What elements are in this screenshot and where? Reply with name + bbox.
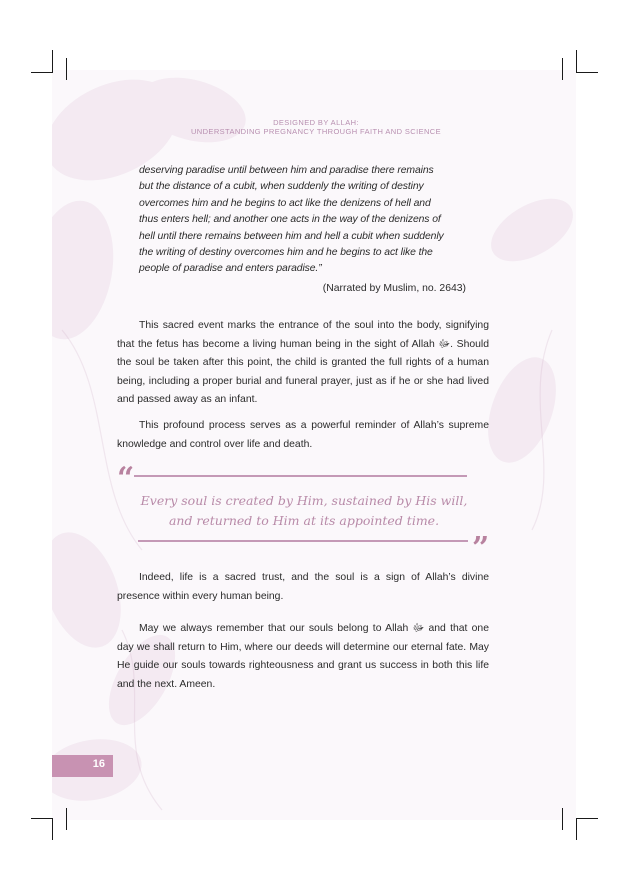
crop-mark bbox=[562, 808, 563, 830]
hadith-line: overcomes him and he begins to act like the denizens of hell and bbox=[139, 197, 431, 209]
pull-quote-top-rule bbox=[134, 475, 467, 477]
hadith-line: thus enters hell; and another one acts in the way of the denizens of bbox=[139, 214, 441, 226]
pull-quote-bottom-rule bbox=[138, 540, 468, 542]
floral-petal bbox=[481, 186, 576, 274]
pull-quote bbox=[138, 491, 470, 531]
header-line-2: UNDERSTANDING PREGNANCY THROUGH FAITH AND SCIENCE bbox=[190, 127, 442, 136]
page-number-tab bbox=[52, 755, 113, 777]
open-quote-icon: “ bbox=[117, 461, 135, 496]
body-paragraph-4: May we always remember that our souls belong to Allah ﷻ and that one day we shall return to Him, where our deeds will determine our eternal fate. May He guide our souls towards righteousness and grant us success in both this life and the next. Ameen. bbox=[117, 623, 489, 690]
floral-petal bbox=[475, 348, 569, 472]
crop-mark bbox=[52, 50, 53, 72]
hadith-line: deserving paradise until between him and paradise there remains bbox=[139, 165, 434, 176]
crop-mark bbox=[66, 58, 67, 80]
crop-mark bbox=[52, 818, 53, 840]
hadith-line: hell until there remains between him and hell a cubit when suddenly bbox=[139, 230, 444, 242]
crop-mark bbox=[576, 818, 577, 840]
crop-mark bbox=[576, 50, 577, 72]
hadith-line: but the distance of a cubit, when suddenly the writing of destiny bbox=[139, 181, 424, 193]
hadith-citation: (Narrated by Muslim, no. 2643) bbox=[322, 283, 466, 294]
body-paragraph-2: This profound process serves as a powerful reminder of Allah’s supreme knowledge and control over life and death. bbox=[117, 420, 489, 450]
hadith-line: people of paradise and enters paradise.” bbox=[139, 263, 322, 275]
crop-mark bbox=[576, 818, 598, 819]
body-paragraph-1: This sacred event marks the entrance of the soul into the body, signifying that the fetus has become a living human being in the sight of Allah ﷻ. Should the soul be taken after this point, the child is granted the full rights of a human being, including a proper burial and funeral prayer, just as if he or she had lived and passed away as an infant. bbox=[117, 320, 489, 405]
header-line-1: DESIGNED BY ALLAH: bbox=[273, 118, 359, 127]
crop-mark bbox=[31, 818, 53, 819]
body-paragraph-3: Indeed, life is a sacred trust, and the soul is a sign of Allah’s divine presence within every human being. bbox=[117, 572, 489, 602]
crop-mark bbox=[562, 58, 563, 80]
close-quote-icon: ” bbox=[472, 531, 490, 566]
crop-mark bbox=[31, 72, 53, 73]
running-header bbox=[120, 118, 512, 136]
floral-petal bbox=[52, 194, 124, 346]
hadith-quote bbox=[139, 163, 472, 278]
hadith-line: the writing of destiny overcomes him and he begins to act like the bbox=[139, 247, 433, 259]
page-number: 16 bbox=[92, 758, 105, 770]
crop-mark bbox=[66, 808, 67, 830]
pull-quote-line-2: and returned to Him at its appointed time. bbox=[168, 513, 440, 528]
pull-quote-line-1: Every soul is created by Him, sustained by His will, bbox=[140, 493, 468, 508]
crop-mark bbox=[576, 72, 598, 73]
